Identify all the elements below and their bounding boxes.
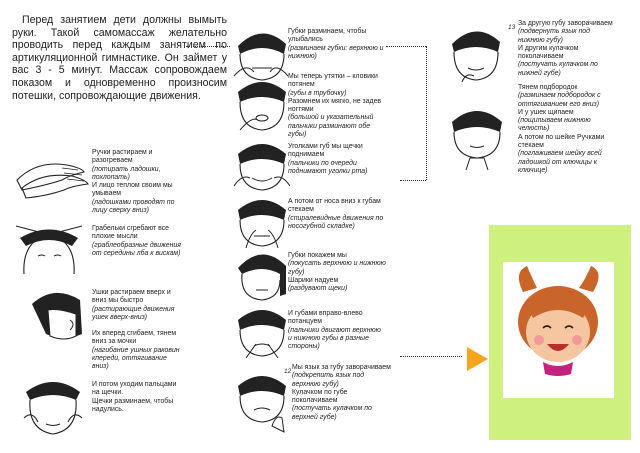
step-12-text2: Кулачком по губе поколачиваем xyxy=(292,388,348,405)
step-6-text: Мы теперь утятки – кловики потянем xyxy=(288,73,378,89)
step-13-hint2: (постучать кулачком по нижней губе) xyxy=(518,61,598,77)
step-13-caption xyxy=(518,20,618,78)
step-7-caption xyxy=(288,143,386,176)
mouth-corners-illustration xyxy=(232,134,290,194)
step-12-hint: (подкрепить язык под верхнюю губу) xyxy=(292,372,365,388)
step-13-hint: (подвернуть язык под нижнюю губу) xyxy=(518,28,590,44)
step-8-caption xyxy=(288,198,386,231)
flow-connector-top xyxy=(186,46,230,47)
flow-connector-return xyxy=(400,180,426,181)
tongue-lower-lip-illustration xyxy=(446,20,506,86)
step-6-hint2: (большой и указательный пальчики разминают обе губы) xyxy=(288,114,374,139)
intro-text: Перед занятием дети должны вымыть руки. Такой самомассаж желательно проводить перед каждым занятием по артикуляционной гимнастике. Он займет у вас 3 - 5 минут. Массаж сопровождаем показом и одновременно произносим потешки, сопровождающие движения. xyxy=(12,14,227,102)
step-4-text: И потом уходим пальцами на щечки. xyxy=(92,381,177,397)
step-2-hint: (граблеобразные движения от середины лба к вискам) xyxy=(92,241,181,257)
step-1-hint: (потирать ладошки, похлопать) xyxy=(92,165,161,181)
step-14-hint: (разминаем подбородок с оттягиванием его вниз) xyxy=(518,92,601,108)
ear-massage-illustration xyxy=(24,284,88,344)
step-6-hint: (губы в трубочку) xyxy=(288,89,347,97)
step-9-caption xyxy=(288,252,386,293)
hands-rubbing-illustration xyxy=(12,140,92,200)
step-15-text: А потом по шейке Ручками стекаем xyxy=(518,133,605,150)
cheek-massage-illustration xyxy=(18,370,88,440)
lips-dance-illustration xyxy=(232,300,290,360)
step-3-caption xyxy=(92,289,184,372)
cartoon-girl-frame xyxy=(503,262,614,398)
step-3-hint: (растирающие движения ушек вверх-вниз) xyxy=(92,305,175,321)
step-5-text: Губки разминаем, чтобы улыбались xyxy=(288,28,367,44)
step-3-hint2: (нагибание ушных раковин кпереди, оттягивание вниз) xyxy=(92,346,180,371)
step-12-hint2: (постучать кулачком по верхней губе) xyxy=(292,405,372,421)
flow-connector-bottom xyxy=(400,356,462,357)
step-9-text2: Шарики надуем xyxy=(288,276,339,284)
flow-connector-middle xyxy=(386,46,426,47)
step-13-number: 13 xyxy=(508,24,516,31)
step-12-caption xyxy=(292,364,392,422)
step-14-text2: И у ушек щипаем xyxy=(518,108,574,116)
chin-neck-illustration xyxy=(446,100,508,170)
step-8-text: А потом от носа вниз к губам стекаем xyxy=(288,198,381,214)
step-14-hint2: (пощипываем нижнюю челюсть) xyxy=(518,117,591,133)
step-14-text: Тянем подбородок xyxy=(518,84,578,91)
step-6-caption xyxy=(288,73,388,139)
step-10-caption xyxy=(288,310,386,351)
step-9-hint: (покусать верхнюю и нижнюю губу) xyxy=(288,260,386,276)
step-9-text: Губки покажем мы xyxy=(288,252,347,259)
step-8-hint: (спиралевидные движения по носогубной складке) xyxy=(288,214,384,230)
step-7-hint: (пальчики по очереди поднимают уголки рта) xyxy=(288,159,368,175)
step-3-text2: Их вперед сгибаем, тянем вниз за мочки xyxy=(92,330,177,346)
step-10-text: И губами вправо-влево потанцуем xyxy=(288,310,363,326)
step-12-text: Мы язык за губу заворачиваем xyxy=(292,364,391,371)
flow-connector-vertical xyxy=(426,46,427,180)
step-13-text: За другую губу заворачиваем xyxy=(518,20,613,27)
step-1-text: Ручки растираем и разогреваем xyxy=(92,149,153,165)
lips-pull-illustration xyxy=(232,72,290,134)
orange-arrow-icon xyxy=(467,347,488,371)
step-4-text2: Щечки разминаем, чтобы надулись. xyxy=(92,397,174,413)
step-14-caption xyxy=(518,84,620,175)
tongue-upper-lip-illustration xyxy=(232,366,290,436)
step-15-hint: (поглаживаем шейку всей ладошкой от ключицы к ключице) xyxy=(518,150,602,174)
step-13-text2: И другим кулачком поколачиваем xyxy=(518,44,579,61)
step-2-text: Грабельки сгребают все плохие мысли xyxy=(92,225,169,241)
cartoon-girl-illustration xyxy=(503,262,614,398)
step-3-text: Ушки растираем вверх и вниз мы быстро xyxy=(92,289,171,305)
step-2-caption xyxy=(92,225,184,258)
step-9-hint2: (раздувают щеки) xyxy=(288,285,348,293)
nose-lips-illustration xyxy=(232,190,290,250)
step-5-hint: (разминаем губки: верхнюю и нижнюю) xyxy=(288,44,384,60)
step-7-text: Уголками губ мы щечки поднимаем xyxy=(288,143,363,159)
step-6-text2: Разомнем их мягко, не задев ногтями xyxy=(288,97,382,114)
step-1-caption xyxy=(92,149,188,215)
step-1-text2: И лицо теплом своим мы умываем xyxy=(92,182,173,198)
step-12-number: 12 xyxy=(284,368,292,375)
step-1-hint2: (ладошками проводят по лицу сверху вниз) xyxy=(92,198,175,215)
step-10-hint: (пальчики двигают верхнюю и нижнюю губы в разные стороны) xyxy=(288,326,381,351)
step-4-caption xyxy=(92,381,184,414)
step-5-caption xyxy=(288,28,384,61)
forehead-massage-illustration xyxy=(14,216,84,276)
lips-bite-illustration xyxy=(232,244,290,304)
